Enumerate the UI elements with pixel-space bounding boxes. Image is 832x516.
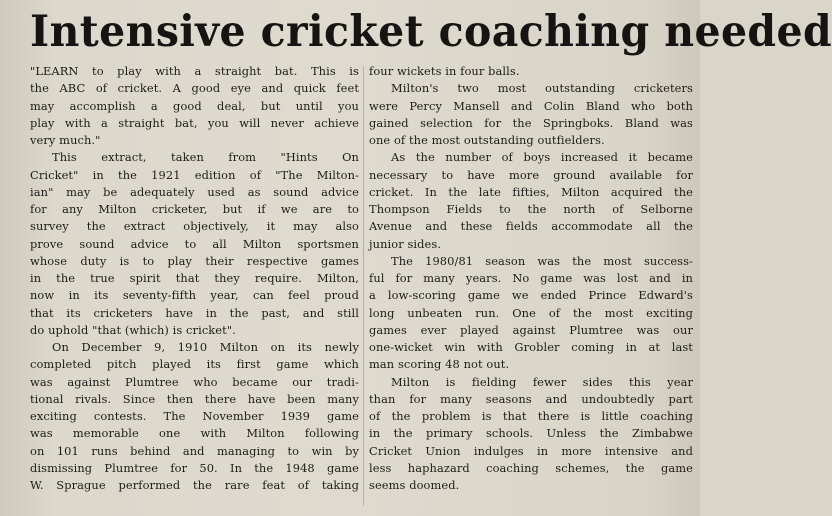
left-column-line: the ABC of cricket. A good eye and quick feet	[30, 81, 359, 96]
right-column-line: ful for many years. No game was lost and in	[369, 271, 693, 285]
right-column-line: in the primary schools. Unless the Zimbabwe	[369, 426, 693, 441]
right-column-line: of the problem is that there is little coaching	[369, 409, 693, 423]
left-column-line: On December 9, 1910 Milton on its newly	[52, 340, 359, 354]
right-column-line: were Percy Mansell and Colin Bland who both	[369, 98, 693, 113]
right-column-line: junior sides.	[369, 236, 442, 251]
left-column-line: prove sound advice to all Milton sportsmen	[30, 236, 359, 251]
left-column-line: play with a straight bat, you will never achieve	[30, 115, 359, 130]
right-column-line: long unbeaten run. One of the most exciting	[369, 305, 693, 320]
right-column-line: cricket. In the late fifties, Milton acquired the	[369, 184, 693, 199]
right-column-line: one of the most outstanding outfielders.	[369, 133, 605, 147]
right-column-line: games ever played against Plumtree was our	[369, 322, 693, 337]
article-column-left	[30, 63, 359, 494]
left-column-line: may accomplish a good deal, but until you	[30, 98, 359, 113]
right-column-line: Cricket Union indulges in more intensive and	[369, 443, 693, 458]
left-column-line: on 101 runs behind and managing to win by	[30, 443, 359, 458]
left-column-line: W. Sprague performed the rare feat of taking	[30, 478, 359, 492]
right-column-line: a low-scoring game we ended Prince Edward's	[369, 288, 693, 303]
right-column-line: necessary to have more ground available for	[369, 167, 693, 182]
right-column-line: man scoring 48 not out.	[369, 357, 510, 372]
left-column-line: was memorable one with Milton following	[30, 426, 359, 441]
left-column-line: for any Milton cricketer, but if we are to	[30, 202, 359, 216]
left-column-line: whose duty is to play their respective games	[30, 253, 359, 268]
right-column-line: Milton's two most outstanding cricketers	[391, 81, 693, 96]
right-column-line: gained selection for the Springboks. Bland was	[369, 115, 693, 130]
left-column-line: was against Plumtree who became our tradi-	[30, 374, 359, 389]
left-column-line: Cricket" in the 1921 edition of "The Milton-	[30, 167, 359, 182]
left-column-line: that its cricketers have in the past, and still	[30, 305, 359, 320]
left-column-line: "LEARN to play with a straight bat. This is	[30, 64, 359, 78]
left-column-line: very much."	[30, 133, 101, 147]
left-column-line: ian" may be adequately used as sound advice	[30, 184, 359, 199]
right-column-line: Avenue and these fields accommodate all the	[369, 219, 693, 234]
left-column-line: This extract, taken from "Hints On	[52, 150, 359, 165]
right-column-line: four wickets in four balls.	[369, 64, 520, 78]
left-column-line: do uphold "that (which) is cricket".	[30, 322, 236, 337]
article-column-right	[369, 63, 693, 494]
headline: Intensive cricket coaching needed	[30, 6, 832, 57]
right-column-line: one-wicket win with Grobler coming in at last	[369, 340, 693, 354]
right-column-line: The 1980/81 season was the most success-	[391, 253, 693, 268]
left-column-line: in the true spirit that they require. Milton,	[30, 271, 359, 285]
right-column-line: seems doomed.	[369, 478, 460, 492]
right-column-line: than for many seasons and undoubtedly part	[369, 391, 693, 406]
left-column-line: now in its seventy-fifth year, can feel proud	[30, 288, 359, 303]
right-column-line: less haphazard coaching schemes, the game	[369, 460, 693, 475]
left-column-line: survey the extract objectively, it may also	[30, 219, 359, 234]
left-column-line: exciting contests. The November 1939 game	[30, 409, 359, 423]
left-column-line: dismissing Plumtree for 50. In the 1948 game	[30, 460, 359, 475]
left-column-line: tional rivals. Since then there have been many	[30, 391, 359, 406]
left-column-line: completed pitch played its first game which	[30, 357, 359, 372]
right-column-line: As the number of boys increased it became	[391, 150, 693, 165]
column-divider	[363, 66, 364, 506]
right-column-line: Milton is fielding fewer sides this year	[391, 374, 693, 389]
right-column-line: Thompson Fields to the north of Selborne	[369, 202, 693, 216]
